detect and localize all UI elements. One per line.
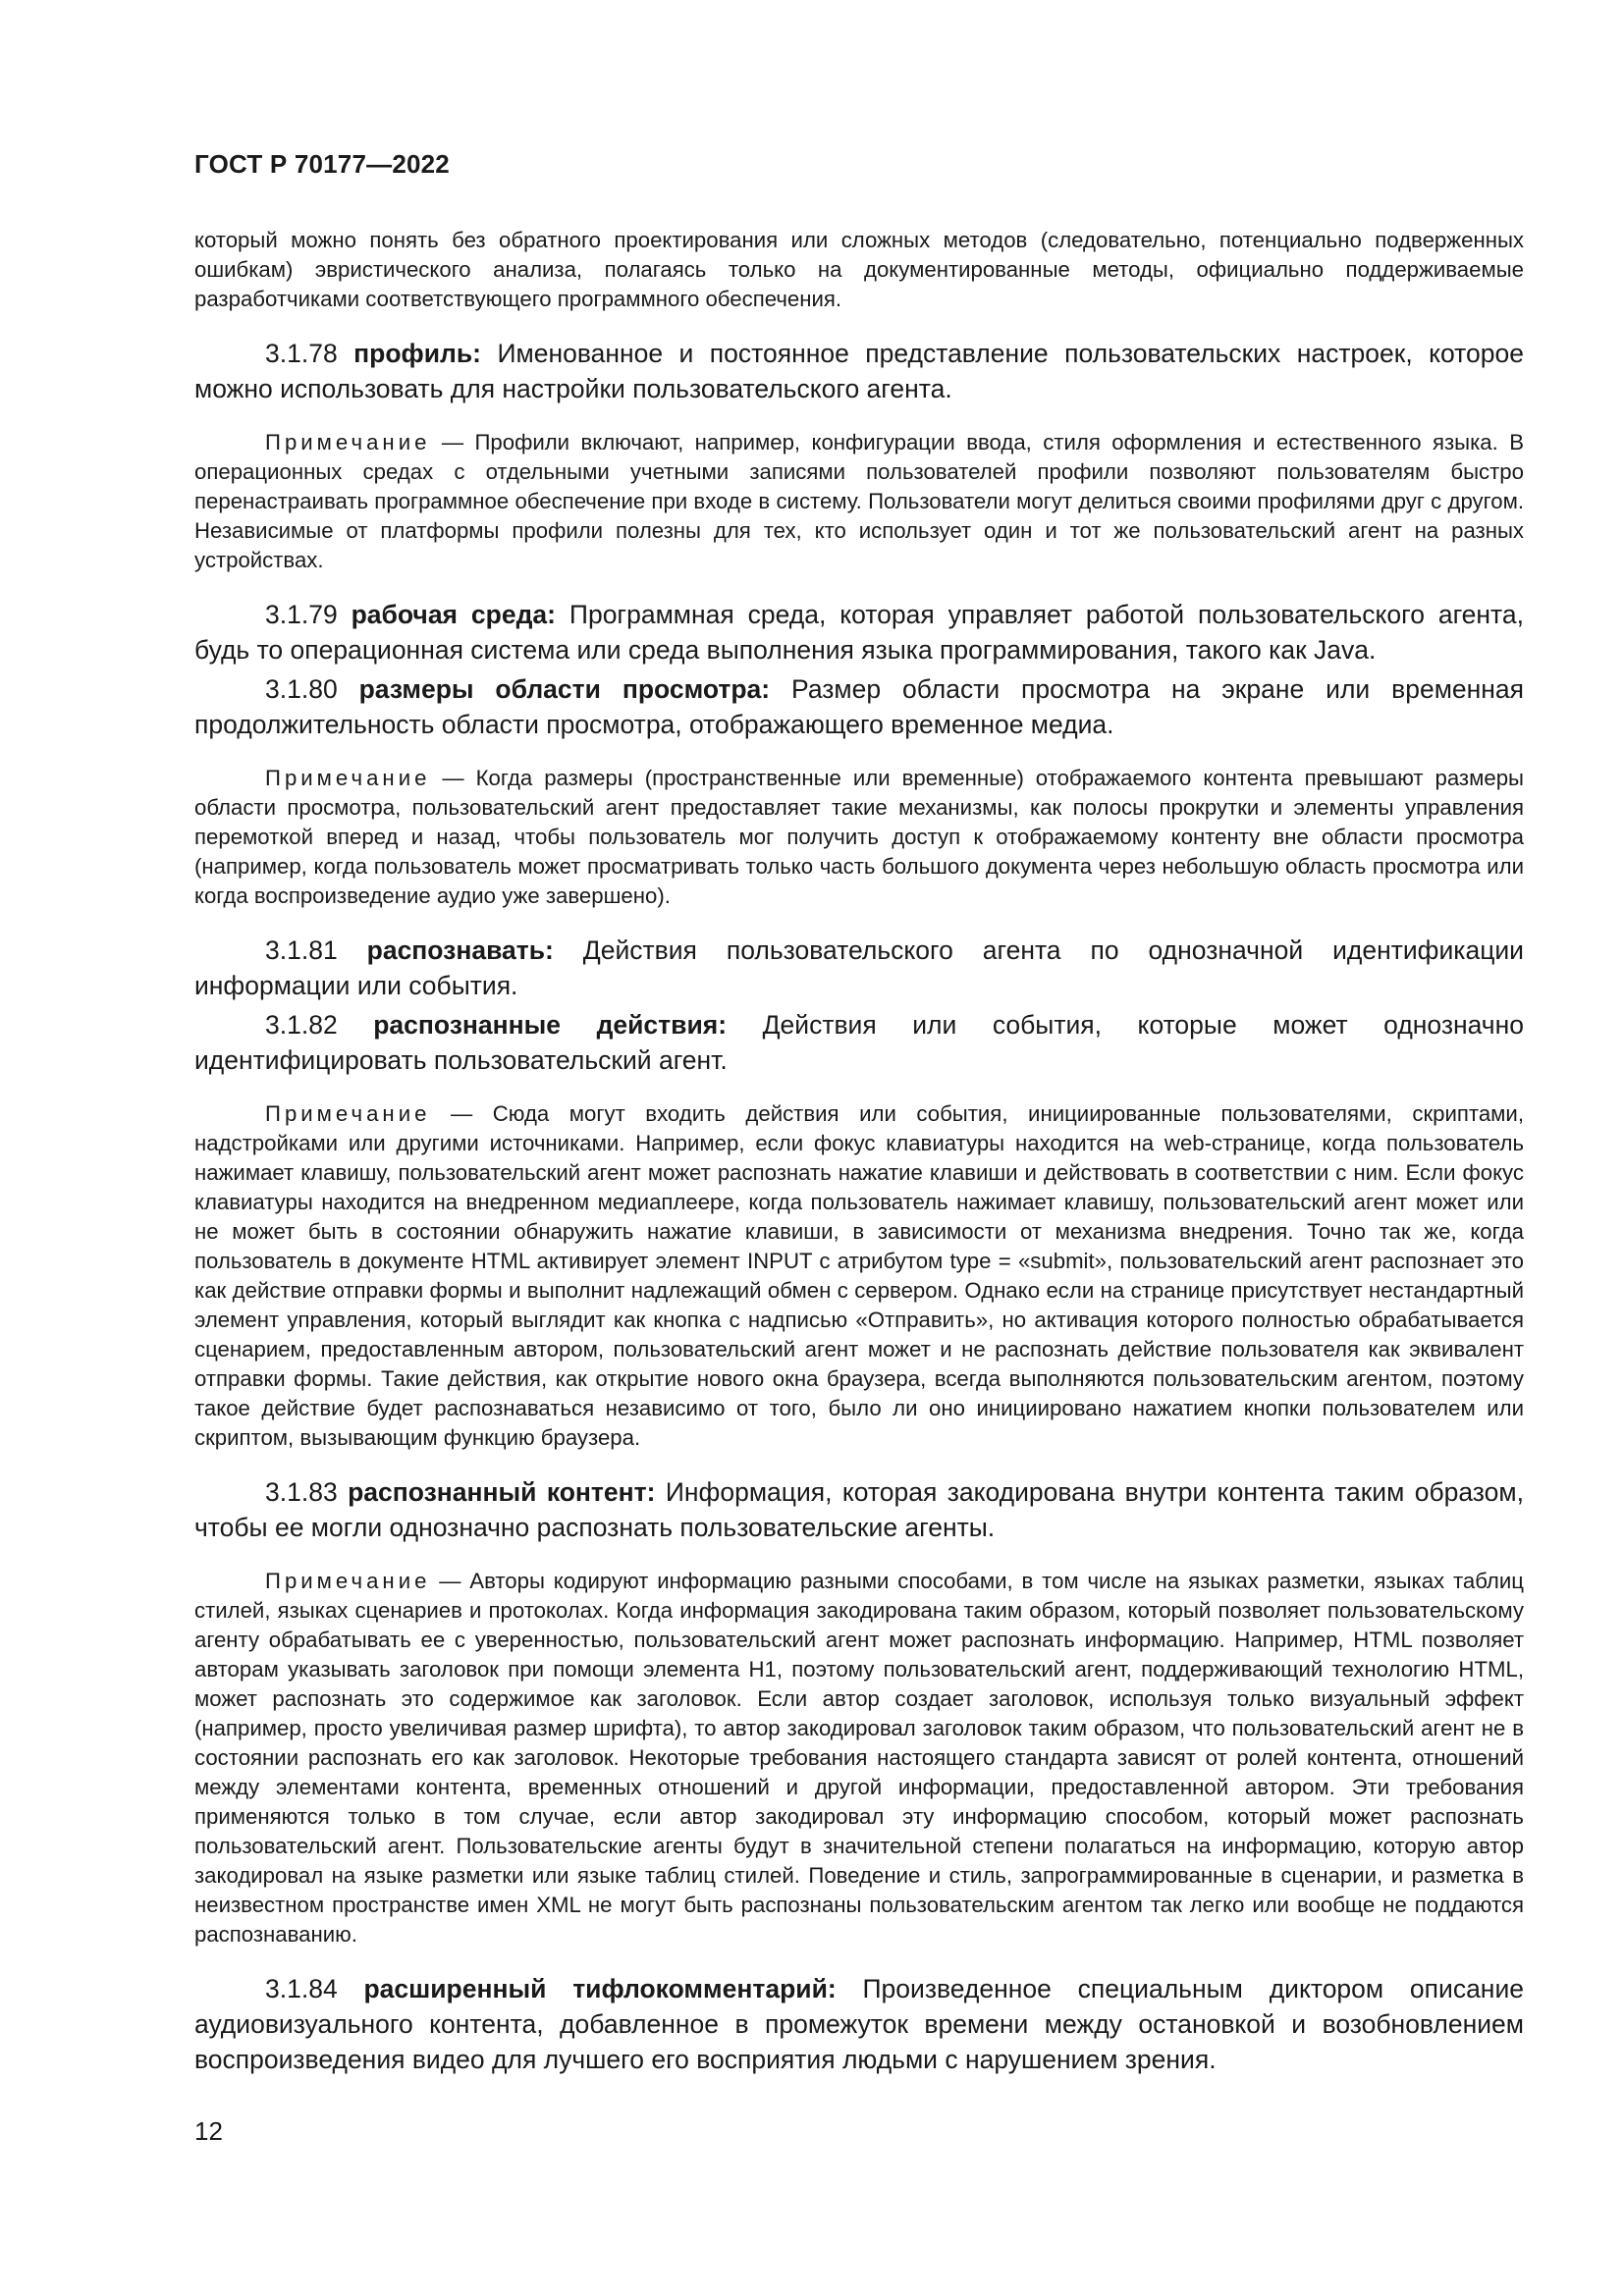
term-definition: Действия пользовательского агента по однозначной идентификации информации или события. xyxy=(194,935,1524,1000)
term-definition: Информация, которая закодирована внутри контента таким образом, чтобы ее могли однозначно распознать пользовательские агенты. xyxy=(194,1477,1524,1542)
note-text: Авторы кодируют информацию разными способами, в том числе на языках разметки, языках таблиц стилей, языках сценариев и протоколах. Когда информация закодирована таким образом, который позволяет пользовательскому агенту обрабатывать ее с уверенностью, пользовательский агент может распознать информацию. Например, HTML позволяет авторам указывать заголовок при помощи элемента H1, поэтому пользовательский агент, поддерживающий технологию HTML, может распознать это содержимое как заголовок. Если автор создает заголовок, используя только визуальный эффект (например, просто увеличивая размер шрифта), то автор закодировал заголовок таким образом, что пользовательский агент не в состоянии распознать его как заголовок. Некоторые требования настоящего стандарта зависят от ролей контента, отношений между элементами контента, временных отношений и другой информации, предоставленной автором. Эти требования применяются только в том случае, если автор закодировал эту информацию способом, который может распознать пользовательский агент. Пользовательские агенты будут в значительной степени полагаться на информацию, которую автор закодировал на языке разметки или языке таблиц стилей. Поведение и стиль, запрограммированные в сценарии, и разметка в неизвестном пространстве имен XML не могут быть распознаны пользовательским агентом так легко или вообще не поддаются распознаванию. xyxy=(194,1569,1524,1947)
note-text: Профили включают, например, конфигурации ввода, стиля оформления и естественного языка. В операционных средах с отдельными учетными записями пользователей профили позволяют пользователям быстро перенастраивать программное обеспечение при входе в систему. Пользователи могут делиться своими профилями друг с другом. Независимые от платформы профили полезны для тех, кто использует один и тот же пользовательский агент на разных устройствах. xyxy=(194,430,1524,572)
term-number: 3.1.78 xyxy=(265,339,338,368)
note-dash: — xyxy=(430,1569,470,1593)
term-recognized-content xyxy=(194,1474,1524,1545)
note-text: Когда размеры (пространственные или временные) отображаемого контента превышают размеры области просмотра, пользовательский агент предоставляет такие механизмы, как полосы прокрутки и элементы управления перемоткой вперед и назад, чтобы пользователь мог получить доступ к отображаемому контенту вне области просмотра (например, когда пользователь может просматривать только часть большого документа через небольшую область просмотра или когда воспроизведение аудио уже завершено). xyxy=(194,766,1524,908)
term-definition: Программная среда, которая управляет работой пользовательского агента, будь то операционная система или среда выполнения языка программирования, такого как Java. xyxy=(194,600,1524,665)
note-dash: — xyxy=(430,1101,493,1126)
term-definition: Действия или события, которые может однозначно идентифицировать пользовательский агент. xyxy=(194,1010,1524,1075)
note-label: Примечание xyxy=(265,766,431,790)
term-extended-audio-description xyxy=(194,1971,1524,2077)
term-number: 3.1.82 xyxy=(265,1010,338,1040)
term-title: рабочая среда: xyxy=(351,600,556,629)
note-label: Примечание xyxy=(265,430,431,454)
note-dash: — xyxy=(430,766,476,790)
term-profile xyxy=(194,336,1524,406)
term-recognized-actions xyxy=(194,1007,1524,1078)
term-number: 3.1.80 xyxy=(265,674,338,704)
page-number: 12 xyxy=(194,2116,223,2146)
note-profile xyxy=(194,428,1524,575)
term-number: 3.1.83 xyxy=(265,1477,338,1507)
term-title: распознанные действия: xyxy=(373,1010,728,1040)
term-definition: Размер области просмотра на экране или временная продолжительность области просмотра, отображающего временное медиа. xyxy=(194,674,1525,739)
term-recognize xyxy=(194,933,1524,1003)
intro-paragraph: который можно понять без обратного проектирования или сложных методов (следовательно, потенциально подверженных ошибкам) эвристического анализа, полагаясь только на документированные методы, официально поддерживаемые разработчиками соответствующего программного обеспечения. xyxy=(194,228,1524,311)
note-text: Сюда могут входить действия или события, инициированные пользователями, скриптами, надстройками или другими источниками. Например, если фокус клавиатуры находится на web-странице, когда пользователь нажимает клавишу, пользовательский агент может распознать нажатие клавиши и действовать в соответствии с ним. Если фокус клавиатуры находится на внедренном медиаплеере, когда пользователь нажимает клавишу, пользовательский агент может или не может быть в состоянии обнаружить нажатие клавиши, в зависимости от механизма внедрения. Точно так же, когда пользователь в документе HTML активирует элемент INPUT с атрибутом type = «submit», пользовательский агент распознает это как действие отправки формы и выполнит надлежащий обмен с сервером. Однако если на странице присутствует нестандартный элемент управления, который выглядит как кнопка с надписью «Отправить», но активация которого полностью обрабатывается сценарием, предоставленным автором, пользовательский агент может и не распознать действие пользователя как эквивалент отправки формы. Такие действия, как открытие нового окна браузера, всегда выполняются пользовательским агентом, поэтому такое действие будет распознаваться независимо от того, было ли оно инициировано нажатием кнопки пользователем или скриптом, вызывающим функцию браузера. xyxy=(194,1101,1524,1450)
term-runtime-environment xyxy=(194,597,1524,667)
note-label: Примечание xyxy=(265,1569,431,1593)
document-header: ГОСТ Р 70177—2022 xyxy=(194,149,450,179)
term-title: профиль: xyxy=(353,339,481,368)
term-definition: Произведенное специальным диктором описание аудиовизуального контента, добавленное в промежуток времени между остановкой и возобновлением воспроизведения видео для лучшего его восприятия людьми с нарушением зрения. xyxy=(194,1974,1524,2074)
term-title: распознанный контент: xyxy=(348,1477,656,1507)
note-dash: — xyxy=(430,430,475,454)
document-body xyxy=(194,226,1524,2077)
term-title: расширенный тифлокомментарий: xyxy=(363,1974,837,2003)
term-title: распознавать: xyxy=(366,935,554,965)
note-recognized-actions xyxy=(194,1099,1524,1453)
note-recognized-content xyxy=(194,1567,1524,1949)
term-number: 3.1.79 xyxy=(265,600,338,629)
term-title: размеры области просмотра: xyxy=(358,674,771,704)
term-number: 3.1.81 xyxy=(265,935,338,965)
term-viewport-dimensions xyxy=(194,671,1524,742)
term-definition: Именованное и постоянное представление пользовательских настроек, которое можно использовать для настройки пользовательского агента. xyxy=(194,339,1524,403)
term-number: 3.1.84 xyxy=(265,1974,338,2003)
note-viewport xyxy=(194,764,1524,911)
note-label: Примечание xyxy=(265,1101,431,1126)
